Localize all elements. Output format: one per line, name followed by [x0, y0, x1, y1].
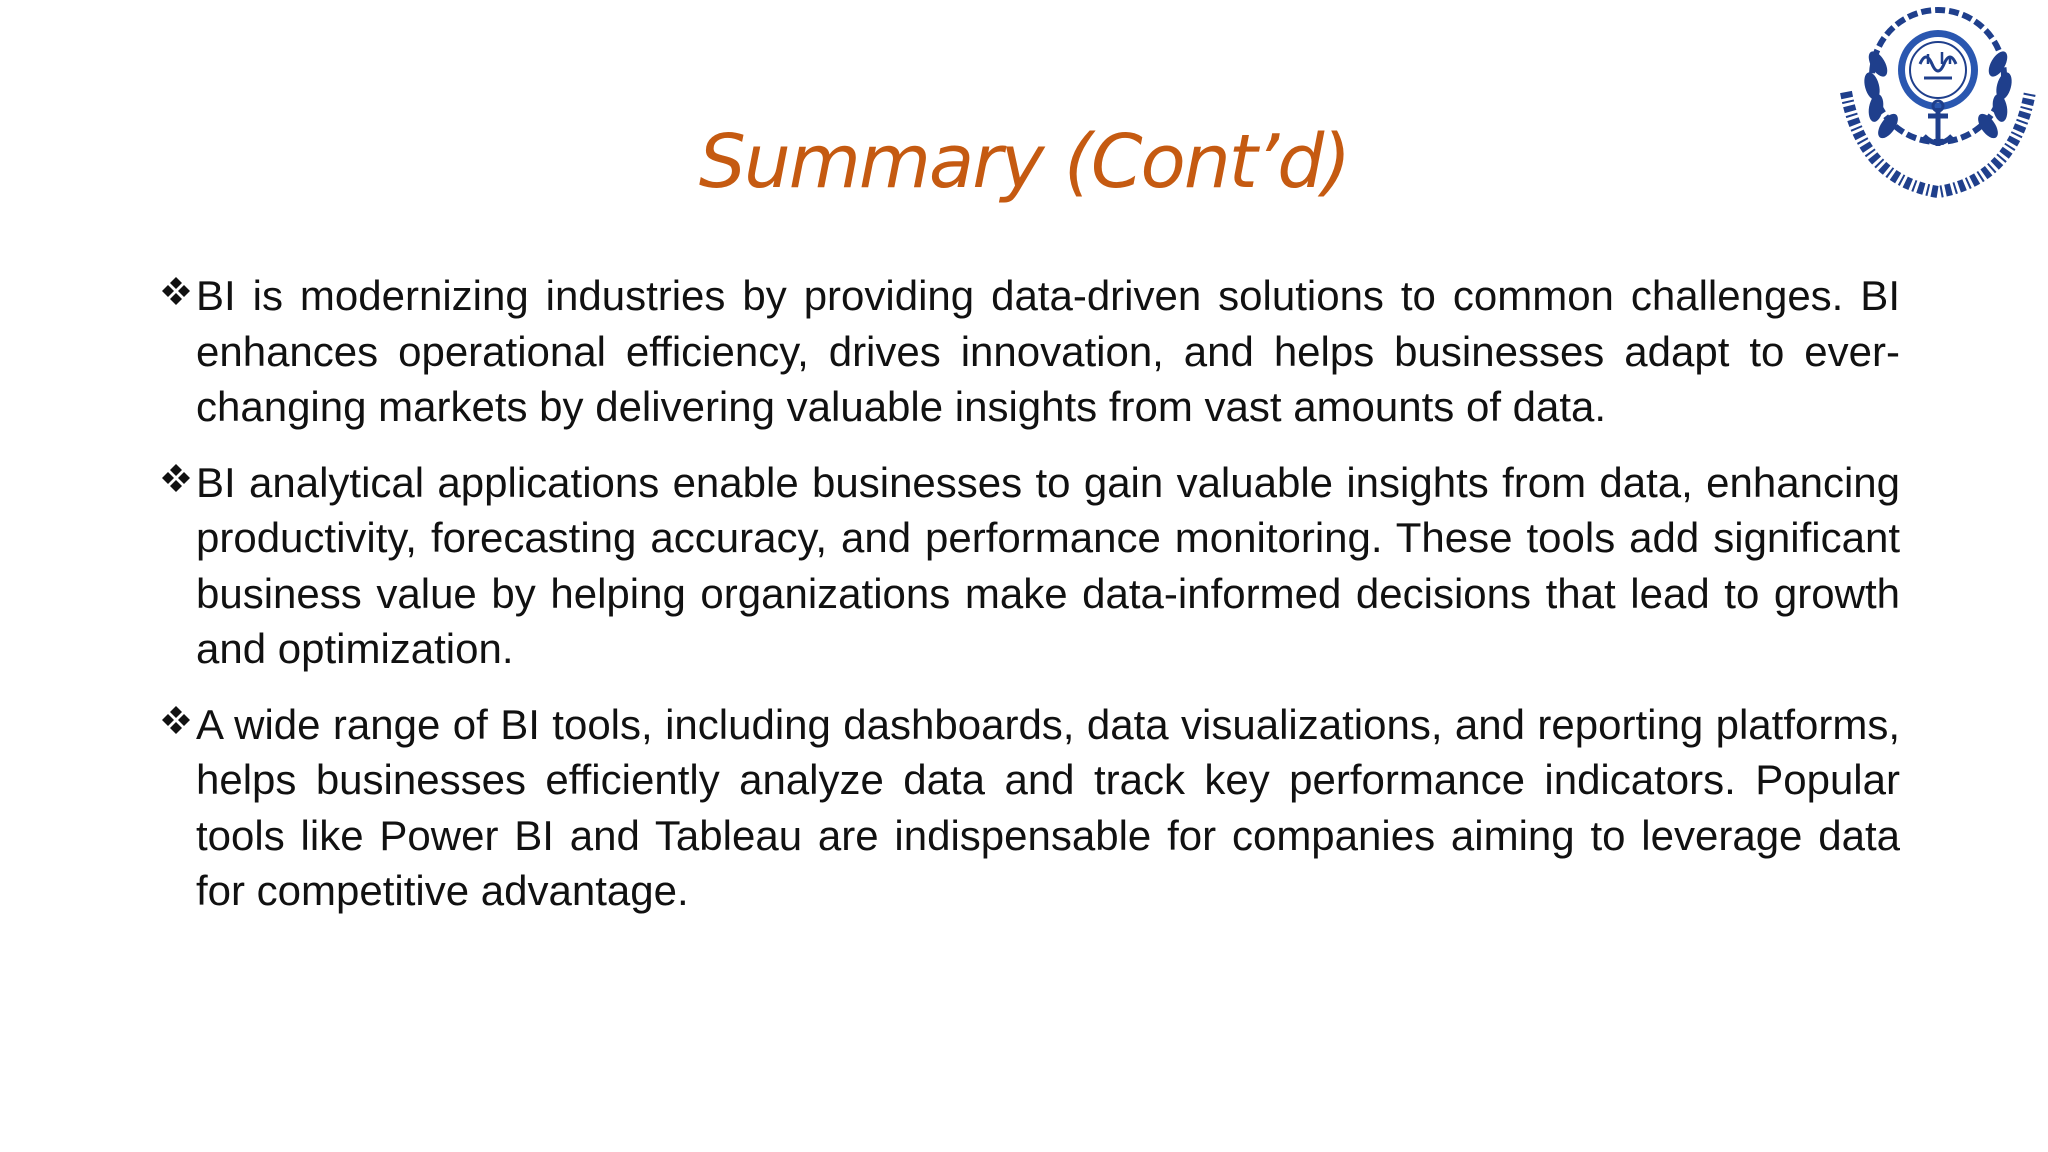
four-diamond-bullet-icon [158, 697, 202, 752]
slide-title: Summary (Cont’d) [698, 119, 1350, 205]
four-diamond-bullet-icon [158, 268, 202, 323]
university-emblem-icon [1832, 4, 2044, 208]
four-diamond-bullet-icon [158, 455, 202, 510]
bullet-text: BI is modernizing industries by providing data-driven solutions to common challenges. BI enhances operational efficiency, drives innovation, and helps businesses adapt to ever-changing markets by delivering valuable insights from vast amounts of data. [196, 272, 1900, 430]
bullet-text: BI analytical applications enable businesses to gain valuable insights from data, enhancing productivity, forecasting accuracy, and performance monitoring. These tools add significant business value by helping organizations make data-informed decisions that lead to growth and optimization. [196, 458, 1900, 672]
bullet-text: A wide range of BI tools, including dashboards, data visualizations, and reporting platforms, helps businesses efficiently analyze data and track key performance indicators. Popular tools like Power BI and Tableau are indispensable for companies aiming to leverage data for competitive advantage. [196, 700, 1900, 914]
list-item [158, 268, 1900, 435]
bullet-list [158, 268, 1900, 939]
list-item [158, 455, 1900, 677]
list-item [158, 697, 1900, 919]
